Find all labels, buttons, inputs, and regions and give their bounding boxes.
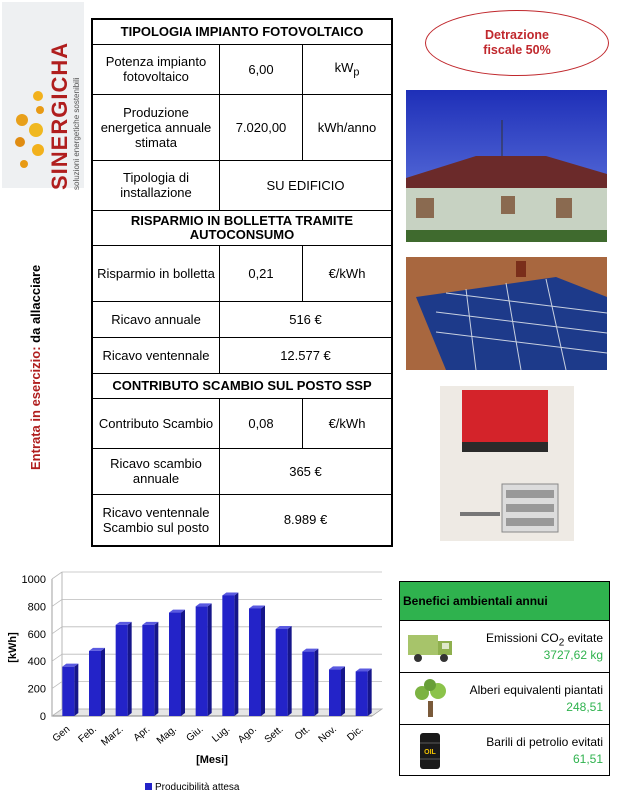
oil-barrels-value: 61,51 [572, 752, 603, 766]
house-image [406, 90, 607, 242]
tree-icon [406, 679, 456, 719]
y-tick-label: 400 [27, 656, 46, 669]
emissions-label-pre: Emissioni CO [486, 631, 559, 645]
bar-side [314, 649, 318, 716]
bar [62, 667, 74, 716]
x-tick-label: Giu. [184, 723, 206, 745]
section-header-plant-type: TIPOLOGIA IMPIANTO FOTOVOLTAICO [92, 19, 392, 44]
bar-side [341, 666, 345, 716]
solar-panels-photo [406, 257, 607, 370]
x-tick-label: Gen [50, 723, 73, 745]
chart-gridline-side [52, 627, 62, 634]
bar [276, 629, 288, 716]
environmental-benefits [399, 581, 610, 776]
ricavo-scambio-label: Ricavo scambio annuale [92, 448, 220, 494]
contributo-value: 0,08 [220, 398, 303, 448]
logo-name: SINERGICHA [47, 41, 72, 190]
company-logo [2, 2, 84, 188]
x-tick-label: Ott. [292, 723, 313, 743]
ricavo-vent-scambio-value: 8.989 € [220, 494, 393, 546]
bar-side [128, 622, 132, 716]
y-tick-label: 0 [39, 711, 46, 723]
legend-swatch [145, 783, 152, 790]
x-tick-label: Nov. [316, 723, 339, 746]
potenza-value: 6,00 [220, 44, 303, 94]
trees-label: Alberi equivalenti piantati [469, 683, 603, 697]
x-tick-label: Marz. [99, 723, 126, 749]
benefit-oil [400, 725, 609, 776]
bar-side [234, 592, 238, 716]
produzione-unit: kWh/anno [303, 94, 393, 160]
bar-side [101, 648, 105, 716]
ricavo-scambio-value: 365 € [220, 448, 393, 494]
tipologia-value: SU EDIFICIO [220, 160, 393, 210]
trees-value: 248,51 [566, 700, 603, 714]
potenza-unit-sub: p [353, 66, 360, 79]
x-tick-label: Dic. [345, 723, 366, 744]
bar [222, 595, 234, 716]
bar [356, 671, 368, 716]
y-axis-label: [kWh] [7, 632, 19, 663]
bar-side [74, 664, 78, 716]
plant-data-table [91, 18, 393, 547]
potenza-unit [303, 44, 393, 94]
chart-gridline-side [52, 572, 62, 579]
bar-side [288, 626, 292, 716]
potenza-label: Potenza impianto fotovoltaico [92, 44, 220, 94]
bar-side [154, 622, 158, 716]
chart-gridline-side [52, 654, 62, 661]
house-photo [406, 90, 607, 242]
bar-side [181, 610, 185, 716]
x-tick-label: Ago. [236, 723, 259, 746]
badge-line2: fiscale 50% [483, 43, 551, 57]
solar-panels-image [406, 257, 607, 370]
ricavo-vent-scambio-label: Ricavo ventennale Scambio sul posto [92, 494, 220, 546]
section-header-savings: RISPARMIO IN BOLLETTA TRAMITE AUTOCONSUMO [92, 210, 392, 245]
commissioning-status [28, 265, 43, 470]
production-chart [0, 565, 390, 800]
benefits-title: Benefici ambientali annui [400, 582, 609, 621]
emissions-label [486, 631, 603, 648]
contributo-unit: €/kWh [303, 398, 393, 448]
bar [196, 606, 208, 716]
bar-side [208, 603, 212, 716]
bar [169, 613, 181, 716]
y-tick-label: 200 [27, 683, 46, 696]
inverter-image [440, 386, 574, 541]
x-tick-label: Sett. [262, 723, 286, 746]
oil-label: OIL [424, 749, 436, 756]
emissions-label-post: evitate [564, 631, 603, 645]
logo-dots-icon [8, 86, 48, 176]
contributo-label: Contributo Scambio [92, 398, 220, 448]
ricavo-ventennale-value: 12.577 € [220, 337, 393, 373]
commissioning-label: Entrata in esercizio: [28, 346, 43, 470]
risparmio-unit: €/kWh [303, 245, 393, 301]
x-axis-label: [Mesi] [196, 754, 228, 766]
chart-gridline-side [52, 682, 62, 689]
x-tick-label: Lug. [210, 723, 233, 745]
x-tick-label: Mag. [154, 723, 179, 747]
bar-side [368, 668, 372, 716]
ricavo-ventennale-label: Ricavo ventennale [92, 337, 220, 373]
risparmio-label: Risparmio in bolletta [92, 245, 220, 301]
bar [89, 651, 101, 716]
bar [142, 625, 154, 716]
oil-barrel-icon [406, 731, 456, 771]
ricavo-annuale-label: Ricavo annuale [92, 301, 220, 337]
y-tick-label: 600 [27, 628, 46, 641]
bar [249, 608, 261, 716]
bar [329, 669, 341, 716]
produzione-label: Produzione energetica annuale stimata [92, 94, 220, 160]
commissioning-value: da allacciare [28, 264, 43, 343]
produzione-value: 7.020,00 [220, 94, 303, 160]
potenza-unit-main: kW [334, 59, 354, 75]
x-tick-label: Feb. [76, 723, 99, 746]
oil-barrels-label: Barili di petrolio evitati [486, 735, 603, 749]
bar [116, 625, 128, 716]
benefit-emissions [400, 621, 609, 673]
section-header-ssp: CONTRIBUTO SCAMBIO SUL POSTO SSP [92, 373, 392, 398]
y-tick-label: 800 [27, 601, 46, 614]
bar [302, 652, 314, 716]
bar-side [261, 605, 265, 716]
y-tick-label: 1000 [21, 574, 46, 586]
chart-gridline-side [52, 599, 62, 606]
legend-label: Producibilità attesa [155, 782, 240, 793]
emissions-label-sub: 2 [558, 637, 565, 649]
logo-text [48, 20, 88, 190]
logo-tagline: soluzioni energetiche sostenibili [72, 77, 81, 190]
benefit-trees [400, 673, 609, 725]
risparmio-value: 0,21 [220, 245, 303, 301]
tax-deduction-badge [425, 10, 609, 76]
badge-line1: Detrazione [485, 28, 549, 42]
tipologia-label: Tipologia di installazione [92, 160, 220, 210]
truck-icon [406, 627, 456, 667]
inverter-photo [440, 386, 574, 541]
x-tick-label: Apr. [131, 723, 153, 744]
emissions-value: 3727,62 kg [543, 648, 603, 662]
ricavo-annuale-value: 516 € [220, 301, 393, 337]
